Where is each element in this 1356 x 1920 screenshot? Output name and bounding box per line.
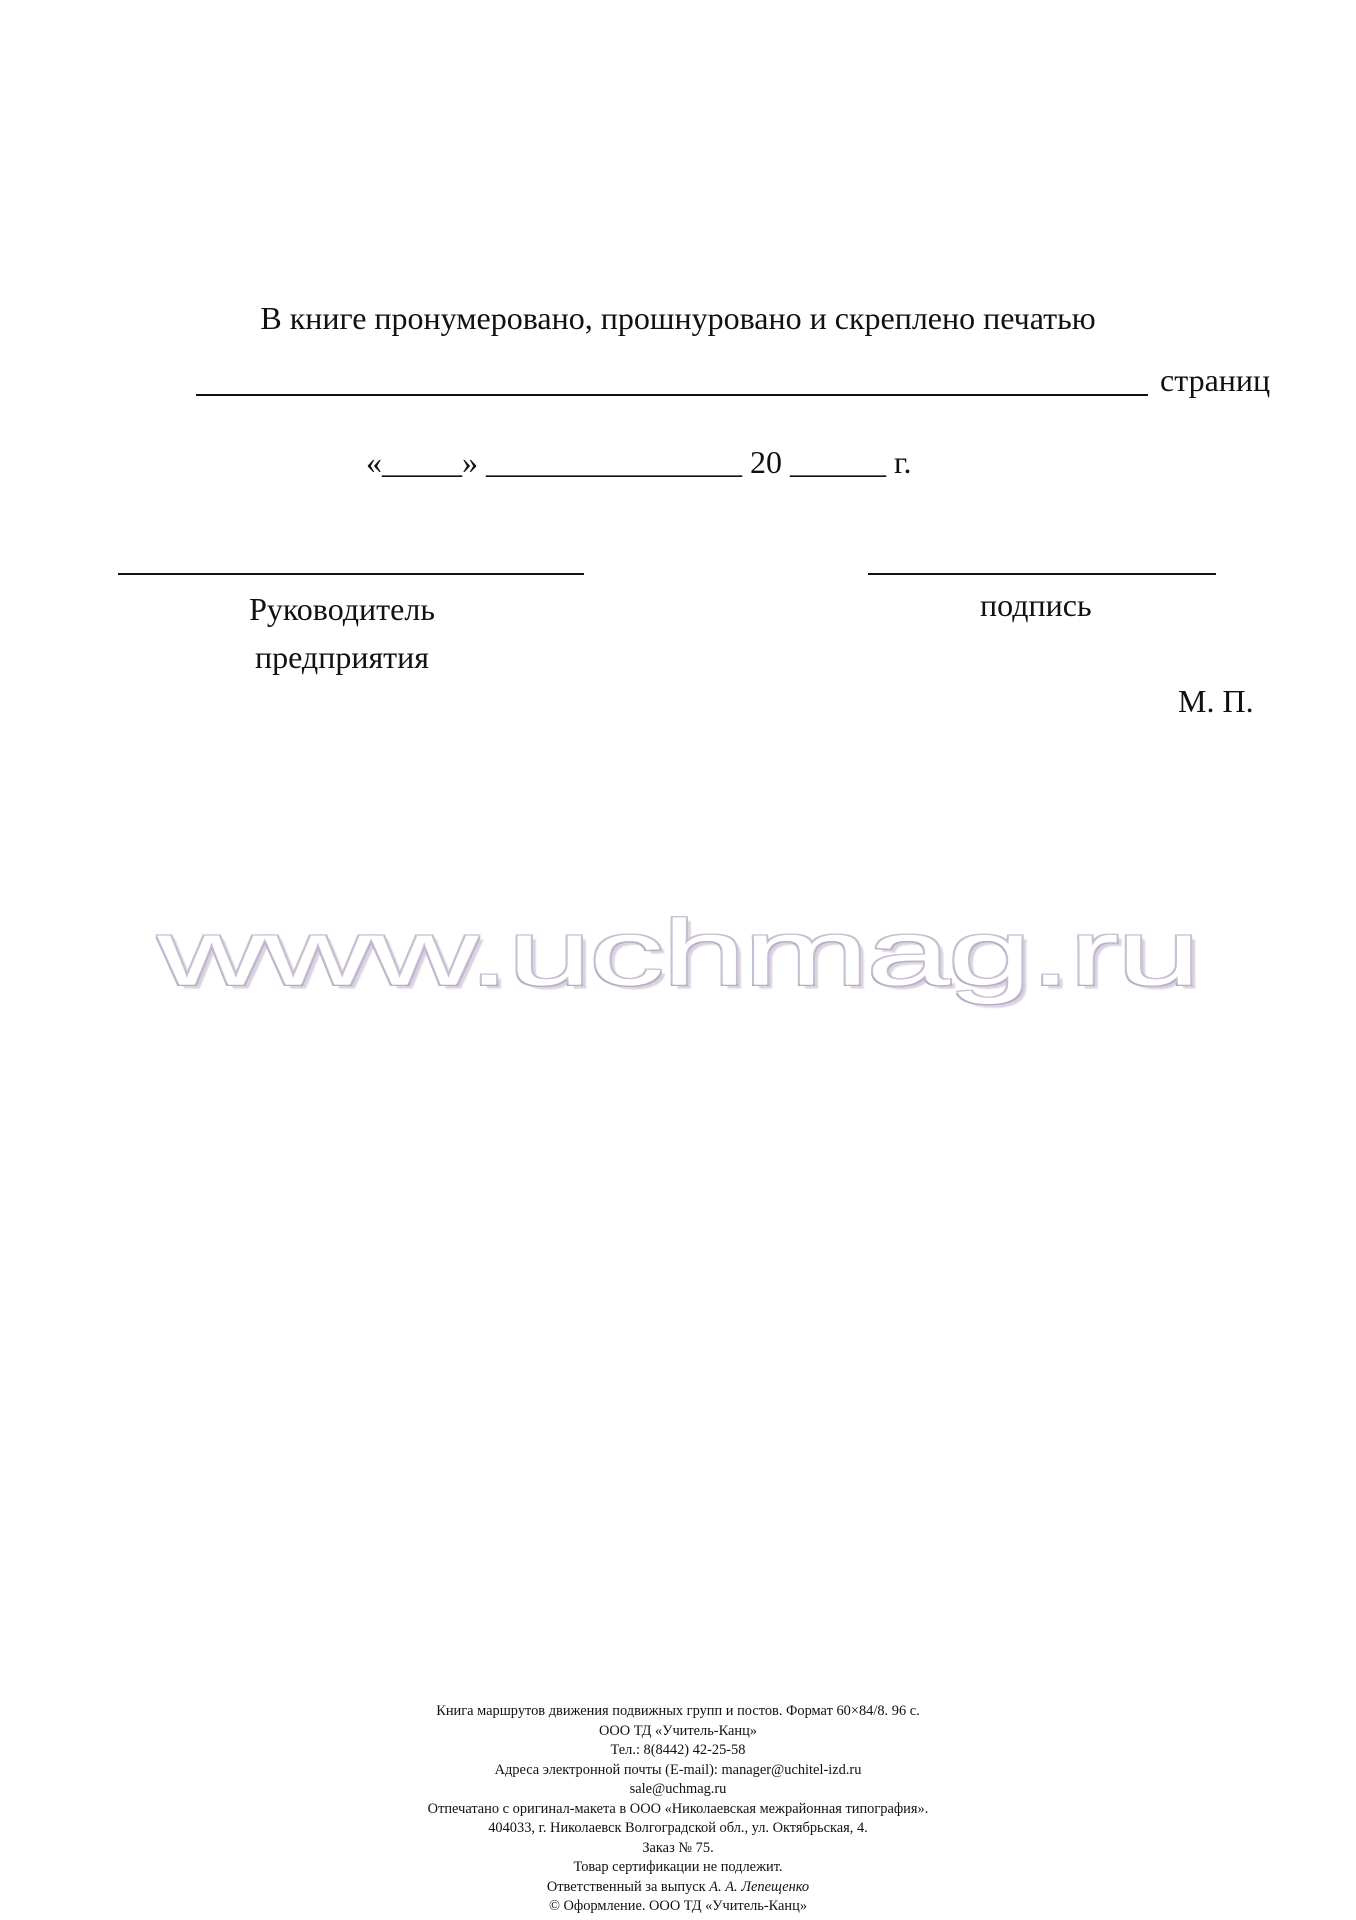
responsible-name: А. А. Лепещенко [709, 1878, 810, 1895]
colophon-line: Адреса электронной почты (E-mail): manager@uchitel-izd.ru [494, 1761, 862, 1778]
colophon-line: Книга маршрутов движения подвижных групп и постов. Формат 60×84/8. 96 с. [436, 1703, 920, 1719]
manager-label: Руководитель предприятия [249, 591, 435, 675]
colophon-line: 404033, г. Николаевск Волгоградской обл., ул. Октябрьская, 4. [488, 1820, 868, 1836]
colophon [0, 1702, 1356, 1917]
date-blank-line: «_____» ________________ 20 ______ г. [366, 444, 912, 480]
certify-statement [0, 298, 1356, 338]
responsible-prefix: Ответственный за выпуск [546, 1878, 710, 1895]
colophon-line: © Оформление. ООО ТД «Учитель-Канц» [548, 1898, 808, 1914]
colophon-line: Заказ № 75. [642, 1839, 714, 1856]
certify-text: В книге пронумеровано, прошнуровано и скреплено печатью [260, 300, 1096, 336]
colophon-line: ООО ТД «Учитель-Канц» [598, 1722, 757, 1739]
colophon-line: sale@uchmag.ru [629, 1781, 727, 1797]
colophon-line: Тел.: 8(8442) 42-25-58 [610, 1742, 746, 1758]
pages-label: страниц [1160, 362, 1271, 398]
seal-label: М. П. [1178, 683, 1254, 719]
signature-blank [868, 573, 1216, 575]
colophon-line [0, 1878, 1356, 1898]
signature-label: подпись [980, 587, 1092, 623]
manager-name-blank [118, 573, 584, 575]
watermark: www.uchmag.ru [157, 900, 1199, 1005]
colophon-line: Товар сертификации не подлежит. [573, 1859, 783, 1875]
colophon-line: Отпечатано с оригинал-макета в ООО «Николаевская межрайонная типография». [427, 1800, 929, 1817]
pages-count-blank [196, 394, 1148, 396]
